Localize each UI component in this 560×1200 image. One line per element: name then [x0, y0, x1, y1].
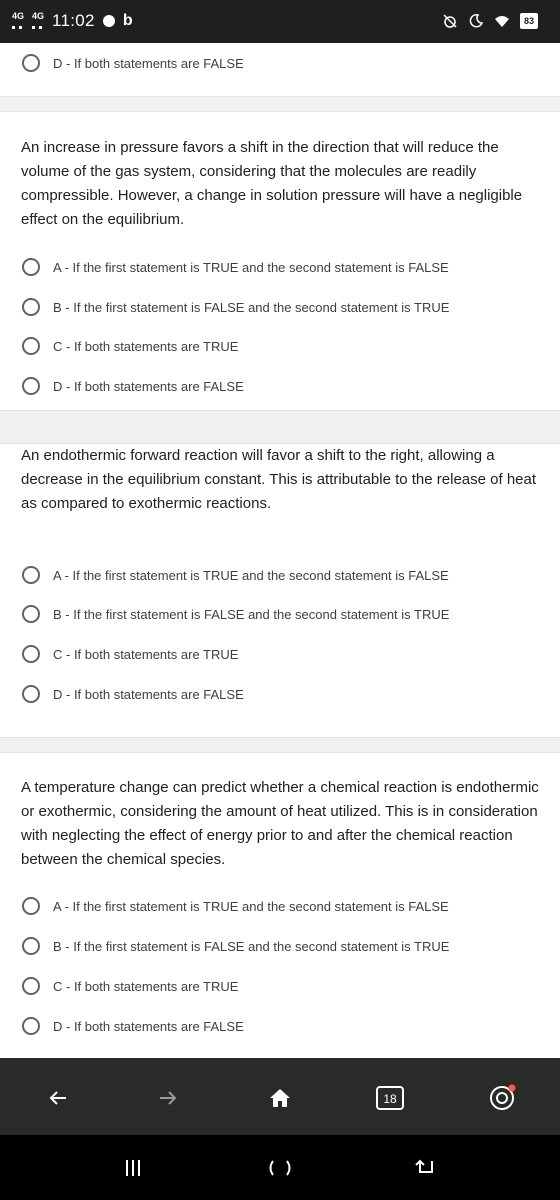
tab-count: 18: [383, 1092, 397, 1106]
option-a[interactable]: [22, 256, 449, 278]
option-d[interactable]: [22, 683, 244, 705]
wifi-icon: [494, 13, 510, 29]
option-label: C - If both statements are TRUE: [53, 978, 239, 994]
option-b[interactable]: [22, 603, 449, 625]
tabs-button[interactable]: [372, 1080, 408, 1116]
option-label: C - If both statements are TRUE: [53, 646, 239, 662]
radio-button[interactable]: [22, 937, 40, 955]
radio-button[interactable]: [22, 337, 40, 355]
radio-button[interactable]: [22, 897, 40, 915]
option-label: A - If the first statement is TRUE and the second statement is FALSE: [53, 898, 449, 914]
option-d[interactable]: [22, 52, 244, 74]
network-label-1: 4G: [12, 10, 25, 21]
account-icon: [487, 1083, 517, 1113]
back-icon: [414, 1157, 438, 1179]
option-d[interactable]: [22, 375, 244, 397]
do-not-disturb-icon: [468, 13, 484, 29]
option-label: B - If the first statement is FALSE and the second statement is TRUE: [53, 938, 450, 954]
home-button[interactable]: [262, 1080, 298, 1116]
option-c[interactable]: [22, 335, 238, 357]
radio-button[interactable]: [22, 605, 40, 623]
option-label: B - If the first statement is FALSE and the second statement is TRUE: [53, 606, 450, 622]
battery-indicator: 83: [520, 13, 538, 29]
option-a[interactable]: [22, 564, 449, 586]
option-label: B - If the first statement is FALSE and the second statement is TRUE: [53, 299, 450, 315]
radio-button[interactable]: [22, 258, 40, 276]
radio-button[interactable]: [22, 566, 40, 584]
option-label: A - If the first statement is TRUE and the second statement is FALSE: [53, 259, 449, 275]
forward-arrow-icon: [156, 1086, 180, 1110]
browser-toolbar: [0, 1058, 560, 1135]
option-label: D - If both statements are FALSE: [53, 378, 244, 394]
question-card-partial: [0, 43, 560, 97]
status-bar: [0, 0, 560, 43]
alarm-off-icon: [442, 13, 458, 29]
question-text: An endothermic forward reaction will favor a shift to the right, allowing a decrease in the equilibrium constant. This is attributable to the release of heat as compared to exothermic reactions.: [21, 447, 537, 512]
account-button[interactable]: [484, 1080, 520, 1116]
message-notification-icon: [103, 15, 115, 27]
recent-apps-button[interactable]: [115, 1153, 151, 1183]
system-navigation-bar: [0, 1135, 560, 1200]
option-a[interactable]: [22, 895, 449, 917]
option-label: A - If the first statement is TRUE and the second statement is FALSE: [53, 567, 449, 583]
form-content[interactable]: [0, 43, 560, 1058]
home-pill-button[interactable]: [262, 1153, 298, 1183]
option-c[interactable]: [22, 643, 238, 665]
option-label: D - If both statements are FALSE: [53, 686, 244, 702]
tabs-icon: [374, 1084, 406, 1112]
network-label-2: 4G: [32, 10, 45, 21]
radio-button[interactable]: [22, 377, 40, 395]
forward-button[interactable]: [150, 1080, 186, 1116]
back-button[interactable]: [40, 1080, 76, 1116]
home-icon: [268, 1086, 292, 1110]
option-b[interactable]: [22, 296, 449, 318]
option-label: C - If both statements are TRUE: [53, 338, 239, 354]
network-indicator-1: [12, 12, 24, 31]
question-text: An increase in pressure favors a shift in the direction that will reduce the volume of the gas system, considering that the molecules are readily compressible. However, a change in solution pressure will have a negligible effect on the equilibrium.: [21, 139, 523, 228]
option-label: D - If both statements are FALSE: [53, 55, 244, 71]
system-back-button[interactable]: [408, 1153, 444, 1183]
radio-button[interactable]: [22, 685, 40, 703]
question-card-2: [0, 443, 560, 738]
option-label: D - If both statements are FALSE: [53, 1018, 244, 1034]
radio-button[interactable]: [22, 1017, 40, 1035]
radio-button[interactable]: [22, 977, 40, 995]
back-arrow-icon: [46, 1086, 70, 1110]
recent-apps-icon: [123, 1158, 143, 1178]
radio-button[interactable]: [22, 645, 40, 663]
option-d[interactable]: [22, 1015, 244, 1037]
home-pill-icon: [267, 1157, 293, 1179]
network-indicator-2: [32, 12, 44, 31]
app-notification-icon: b: [122, 12, 133, 29]
question-card-3: [0, 752, 560, 1058]
option-b[interactable]: [22, 935, 449, 957]
radio-button[interactable]: [22, 54, 40, 72]
status-time: 11:02: [52, 11, 95, 30]
question-card-1: [0, 111, 560, 411]
option-c[interactable]: [22, 975, 238, 997]
radio-button[interactable]: [22, 298, 40, 316]
question-text: A temperature change can predict whether a chemical reaction is endothermic or exothermic, considering the amount of heat utilized. This is in consideration with neglecting the effect of energy prior to and after the chemical reaction between the chemical species.: [21, 779, 539, 868]
